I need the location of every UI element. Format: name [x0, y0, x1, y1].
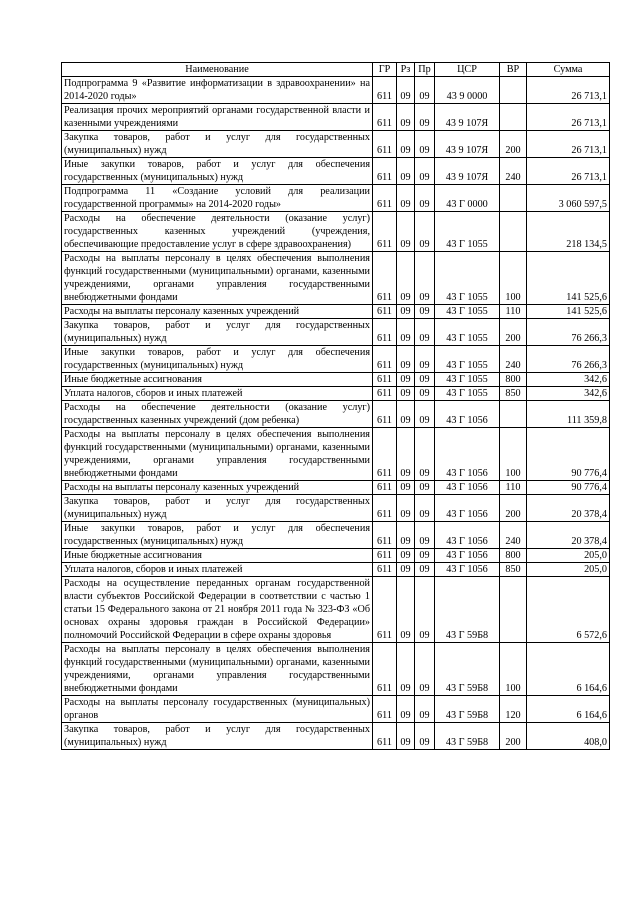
cell-gr: 611	[373, 212, 397, 252]
cell-csr: 43 Г 1055	[435, 252, 500, 305]
cell-csr: 43 Г 1055	[435, 319, 500, 346]
cell-gr: 611	[373, 481, 397, 495]
cell-name: Иные бюджетные ассигнования	[62, 549, 373, 563]
table-row	[62, 563, 610, 577]
table-row	[62, 387, 610, 401]
cell-sum: 218 134,5	[527, 212, 610, 252]
cell-gr: 611	[373, 549, 397, 563]
cell-gr: 611	[373, 373, 397, 387]
table-header-row	[62, 63, 610, 77]
table-row	[62, 401, 610, 428]
cell-vr	[500, 104, 527, 131]
cell-rz: 09	[397, 373, 415, 387]
header-csr: ЦСР	[435, 63, 500, 77]
cell-rz: 09	[397, 481, 415, 495]
cell-pr: 09	[415, 158, 435, 185]
cell-rz: 09	[397, 577, 415, 643]
cell-vr: 240	[500, 158, 527, 185]
cell-pr: 09	[415, 212, 435, 252]
cell-pr: 09	[415, 495, 435, 522]
cell-rz: 09	[397, 131, 415, 158]
cell-name: Иные бюджетные ассигнования	[62, 373, 373, 387]
table-row	[62, 131, 610, 158]
cell-name: Иные закупки товаров, работ и услуг для обеспечения государственных (муниципальных) нужд	[62, 158, 373, 185]
cell-name: Расходы на выплаты персоналу государственных (муниципальных) органов	[62, 696, 373, 723]
cell-pr: 09	[415, 428, 435, 481]
cell-sum: 111 359,8	[527, 401, 610, 428]
cell-rz: 09	[397, 723, 415, 750]
cell-rz: 09	[397, 346, 415, 373]
cell-sum: 20 378,4	[527, 522, 610, 549]
cell-name: Закупка товаров, работ и услуг для государственных (муниципальных) нужд	[62, 495, 373, 522]
cell-rz: 09	[397, 643, 415, 696]
cell-rz: 09	[397, 401, 415, 428]
cell-pr: 09	[415, 481, 435, 495]
cell-vr: 100	[500, 428, 527, 481]
cell-rz: 09	[397, 563, 415, 577]
table-row	[62, 428, 610, 481]
cell-vr	[500, 401, 527, 428]
cell-csr: 43 Г 1056	[435, 495, 500, 522]
cell-pr: 09	[415, 549, 435, 563]
cell-csr: 43 Г 1055	[435, 346, 500, 373]
cell-name: Закупка товаров, работ и услуг для государственных (муниципальных) нужд	[62, 319, 373, 346]
cell-sum: 20 378,4	[527, 495, 610, 522]
cell-gr: 611	[373, 77, 397, 104]
cell-sum: 205,0	[527, 549, 610, 563]
cell-name: Расходы на выплаты персоналу в целях обеспечения выполнения функций государственными (муниципальными) органами, казенными учреждениями, органами управления государственными внебюджетными фондами	[62, 428, 373, 481]
cell-vr: 200	[500, 495, 527, 522]
table-row	[62, 158, 610, 185]
cell-rz: 09	[397, 549, 415, 563]
cell-sum: 26 713,1	[527, 158, 610, 185]
cell-pr: 09	[415, 563, 435, 577]
cell-sum: 76 266,3	[527, 319, 610, 346]
cell-csr: 43 9 107Я	[435, 158, 500, 185]
cell-csr: 43 Г 59Б8	[435, 577, 500, 643]
cell-name: Подпрограмма 9 «Развитие информатизации в здравоохранении» на 2014-2020 годы»	[62, 77, 373, 104]
cell-sum: 3 060 597,5	[527, 185, 610, 212]
cell-vr	[500, 212, 527, 252]
cell-pr: 09	[415, 185, 435, 212]
cell-pr: 09	[415, 696, 435, 723]
cell-vr: 800	[500, 549, 527, 563]
cell-pr: 09	[415, 373, 435, 387]
table-row	[62, 319, 610, 346]
cell-pr: 09	[415, 319, 435, 346]
cell-gr: 611	[373, 252, 397, 305]
cell-rz: 09	[397, 185, 415, 212]
cell-gr: 611	[373, 577, 397, 643]
cell-sum: 6 572,6	[527, 577, 610, 643]
budget-table	[61, 62, 610, 750]
table-row	[62, 549, 610, 563]
table-row	[62, 522, 610, 549]
cell-pr: 09	[415, 252, 435, 305]
cell-csr: 43 Г 59Б8	[435, 723, 500, 750]
cell-gr: 611	[373, 131, 397, 158]
cell-csr: 43 Г 1056	[435, 401, 500, 428]
cell-name: Расходы на осуществление переданных органам государственной власти субъектов Российской Федерации в соответствии с частью 1 статьи 15 Федерального закона от 21 ноября 2011 года № 323-ФЗ «Об основах охраны здоровья граждан в Российской Федерации» полномочий Российской Федерации в сфере охраны здоровья	[62, 577, 373, 643]
cell-csr: 43 Г 1056	[435, 549, 500, 563]
cell-csr: 43 Г 1056	[435, 481, 500, 495]
cell-gr: 611	[373, 104, 397, 131]
cell-pr: 09	[415, 387, 435, 401]
cell-vr: 200	[500, 723, 527, 750]
cell-rz: 09	[397, 495, 415, 522]
cell-gr: 611	[373, 319, 397, 346]
cell-vr	[500, 577, 527, 643]
cell-vr: 120	[500, 696, 527, 723]
header-pr: Пр	[415, 63, 435, 77]
cell-name: Расходы на выплаты персоналу в целях обеспечения выполнения функций государственными (муниципальными) органами, казенными учреждениями, органами управления государственными внебюджетными фондами	[62, 252, 373, 305]
table-row	[62, 373, 610, 387]
cell-csr: 43 9 107Я	[435, 104, 500, 131]
header-vr: ВР	[500, 63, 527, 77]
cell-csr: 43 Г 1055	[435, 373, 500, 387]
cell-vr: 240	[500, 346, 527, 373]
cell-vr: 200	[500, 319, 527, 346]
cell-sum: 26 713,1	[527, 131, 610, 158]
cell-sum: 408,0	[527, 723, 610, 750]
header-name: Наименование	[62, 63, 373, 77]
cell-gr: 611	[373, 563, 397, 577]
cell-gr: 611	[373, 723, 397, 750]
cell-gr: 611	[373, 428, 397, 481]
cell-csr: 43 Г 1055	[435, 305, 500, 319]
cell-pr: 09	[415, 131, 435, 158]
cell-rz: 09	[397, 77, 415, 104]
cell-csr: 43 Г 1056	[435, 522, 500, 549]
cell-vr: 110	[500, 481, 527, 495]
cell-pr: 09	[415, 643, 435, 696]
cell-gr: 611	[373, 643, 397, 696]
cell-gr: 611	[373, 305, 397, 319]
cell-gr: 611	[373, 346, 397, 373]
table-row	[62, 696, 610, 723]
cell-vr: 110	[500, 305, 527, 319]
table-row	[62, 104, 610, 131]
cell-pr: 09	[415, 305, 435, 319]
cell-sum: 141 525,6	[527, 252, 610, 305]
cell-name: Подпрограмма 11 «Создание условий для реализации государственной программы» на 2014-2020 годы»	[62, 185, 373, 212]
table-row	[62, 252, 610, 305]
table-row	[62, 212, 610, 252]
cell-sum: 205,0	[527, 563, 610, 577]
cell-sum: 141 525,6	[527, 305, 610, 319]
cell-vr: 100	[500, 252, 527, 305]
cell-sum: 26 713,1	[527, 77, 610, 104]
cell-csr: 43 Г 1055	[435, 212, 500, 252]
cell-sum: 90 776,4	[527, 481, 610, 495]
header-gr: ГР	[373, 63, 397, 77]
cell-vr: 240	[500, 522, 527, 549]
cell-gr: 611	[373, 158, 397, 185]
cell-rz: 09	[397, 158, 415, 185]
cell-rz: 09	[397, 522, 415, 549]
table-row	[62, 481, 610, 495]
cell-rz: 09	[397, 104, 415, 131]
cell-csr: 43 Г 1055	[435, 387, 500, 401]
cell-vr	[500, 77, 527, 104]
cell-vr	[500, 185, 527, 212]
cell-pr: 09	[415, 346, 435, 373]
header-rz: Рз	[397, 63, 415, 77]
cell-csr: 43 9 107Я	[435, 131, 500, 158]
table-row	[62, 723, 610, 750]
cell-vr: 200	[500, 131, 527, 158]
cell-csr: 43 Г 1056	[435, 428, 500, 481]
cell-rz: 09	[397, 252, 415, 305]
table-body	[62, 77, 610, 750]
cell-pr: 09	[415, 104, 435, 131]
cell-sum: 342,6	[527, 387, 610, 401]
header-sum: Сумма	[527, 63, 610, 77]
cell-csr: 43 Г 0000	[435, 185, 500, 212]
table-row	[62, 495, 610, 522]
cell-sum: 76 266,3	[527, 346, 610, 373]
cell-vr: 850	[500, 563, 527, 577]
cell-sum: 342,6	[527, 373, 610, 387]
cell-pr: 09	[415, 522, 435, 549]
cell-pr: 09	[415, 401, 435, 428]
cell-rz: 09	[397, 387, 415, 401]
cell-name: Расходы на выплаты персоналу казенных учреждений	[62, 481, 373, 495]
table-row	[62, 185, 610, 212]
cell-pr: 09	[415, 577, 435, 643]
cell-sum: 90 776,4	[527, 428, 610, 481]
cell-gr: 611	[373, 387, 397, 401]
cell-rz: 09	[397, 212, 415, 252]
cell-name: Расходы на обеспечение деятельности (оказание услуг) государственных казенных учреждений (учреждения, обеспечивающие предоставление услуг в сфере здравоохранения)	[62, 212, 373, 252]
cell-name: Иные закупки товаров, работ и услуг для обеспечения государственных (муниципальных) нужд	[62, 522, 373, 549]
cell-gr: 611	[373, 185, 397, 212]
cell-sum: 6 164,6	[527, 643, 610, 696]
table-row	[62, 346, 610, 373]
cell-name: Уплата налогов, сборов и иных платежей	[62, 387, 373, 401]
cell-name: Закупка товаров, работ и услуг для государственных (муниципальных) нужд	[62, 723, 373, 750]
table-row	[62, 77, 610, 104]
cell-name: Расходы на выплаты персоналу в целях обеспечения выполнения функций государственными (муниципальными) органами, казенными учреждениями, органами управления государственными внебюджетными фондами	[62, 643, 373, 696]
cell-rz: 09	[397, 428, 415, 481]
cell-pr: 09	[415, 77, 435, 104]
cell-gr: 611	[373, 696, 397, 723]
cell-rz: 09	[397, 319, 415, 346]
cell-name: Иные закупки товаров, работ и услуг для обеспечения государственных (муниципальных) нужд	[62, 346, 373, 373]
cell-csr: 43 Г 59Б8	[435, 643, 500, 696]
table-row	[62, 577, 610, 643]
cell-name: Реализация прочих мероприятий органами государственной власти и казенными учреждениями	[62, 104, 373, 131]
cell-vr: 100	[500, 643, 527, 696]
cell-gr: 611	[373, 522, 397, 549]
cell-vr: 800	[500, 373, 527, 387]
cell-name: Расходы на обеспечение деятельности (оказание услуг) государственных казенных учреждений (дом ребенка)	[62, 401, 373, 428]
cell-csr: 43 Г 59Б8	[435, 696, 500, 723]
cell-name: Закупка товаров, работ и услуг для государственных (муниципальных) нужд	[62, 131, 373, 158]
cell-rz: 09	[397, 696, 415, 723]
cell-vr: 850	[500, 387, 527, 401]
table-row	[62, 305, 610, 319]
cell-name: Уплата налогов, сборов и иных платежей	[62, 563, 373, 577]
cell-rz: 09	[397, 305, 415, 319]
cell-name: Расходы на выплаты персоналу казенных учреждений	[62, 305, 373, 319]
cell-csr: 43 Г 1056	[435, 563, 500, 577]
cell-sum: 6 164,6	[527, 696, 610, 723]
table-row	[62, 643, 610, 696]
cell-csr: 43 9 0000	[435, 77, 500, 104]
cell-gr: 611	[373, 495, 397, 522]
cell-gr: 611	[373, 401, 397, 428]
cell-pr: 09	[415, 723, 435, 750]
cell-sum: 26 713,1	[527, 104, 610, 131]
